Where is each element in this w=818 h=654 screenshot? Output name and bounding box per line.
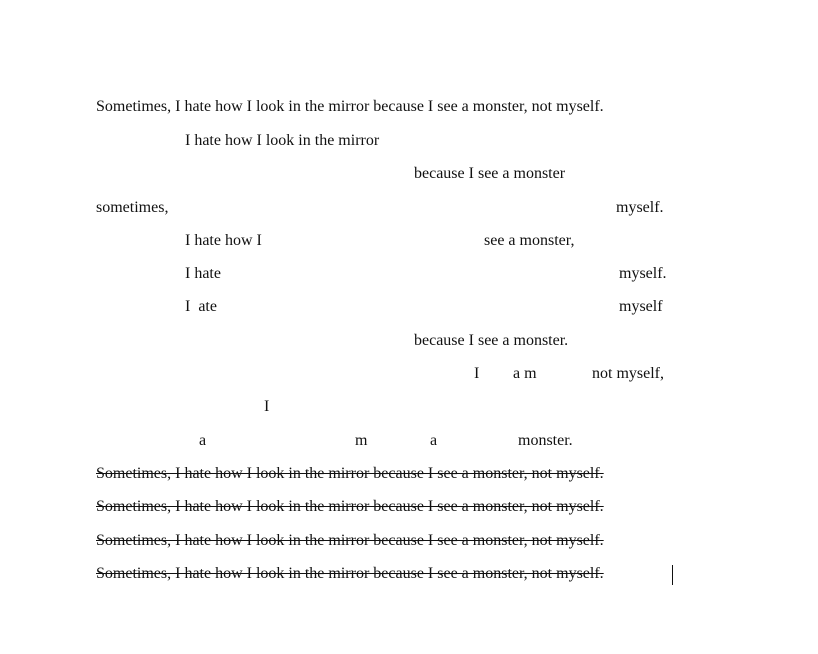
poem-fragment: see a monster, xyxy=(484,232,575,249)
poem-fragment: I ate xyxy=(185,298,217,315)
poem-fragment: a m xyxy=(513,365,537,382)
poem-fragment: I hate how I look in the mirror xyxy=(185,132,380,149)
poem-fragment: myself. xyxy=(616,199,664,216)
poem-line-struck: Sometimes, I hate how I look in the mirror because I see a monster, not myself. xyxy=(96,465,604,482)
poem-fragment: myself. xyxy=(619,265,667,282)
poem-fragment: m xyxy=(355,432,368,449)
poem-fragment: because I see a monster xyxy=(414,165,566,182)
poem-fragment: monster. xyxy=(518,432,573,449)
poem-line-struck: Sometimes, I hate how I look in the mirror because I see a monster, not myself. xyxy=(96,565,604,582)
poem-fragment: I xyxy=(264,398,270,415)
poem-line-struck: Sometimes, I hate how I look in the mirror because I see a monster, not myself. xyxy=(96,532,604,549)
poem-line-original: Sometimes, I hate how I look in the mirror because I see a monster, not myself. xyxy=(96,98,604,115)
poem-fragment: myself xyxy=(619,298,663,315)
poem-fragment: a xyxy=(199,432,207,449)
poem-line-struck: Sometimes, I hate how I look in the mirror because I see a monster, not myself. xyxy=(96,498,604,515)
poem-fragment: because I see a monster. xyxy=(414,332,569,349)
poem-fragment: I xyxy=(474,365,480,382)
poem-fragment: sometimes, xyxy=(96,199,169,216)
text-cursor xyxy=(672,565,673,585)
poem-fragment: a xyxy=(430,432,438,449)
poem-fragment: I hate xyxy=(185,265,221,282)
poem-fragment: not myself, xyxy=(592,365,664,382)
poem-fragment: I hate how I xyxy=(185,232,262,249)
